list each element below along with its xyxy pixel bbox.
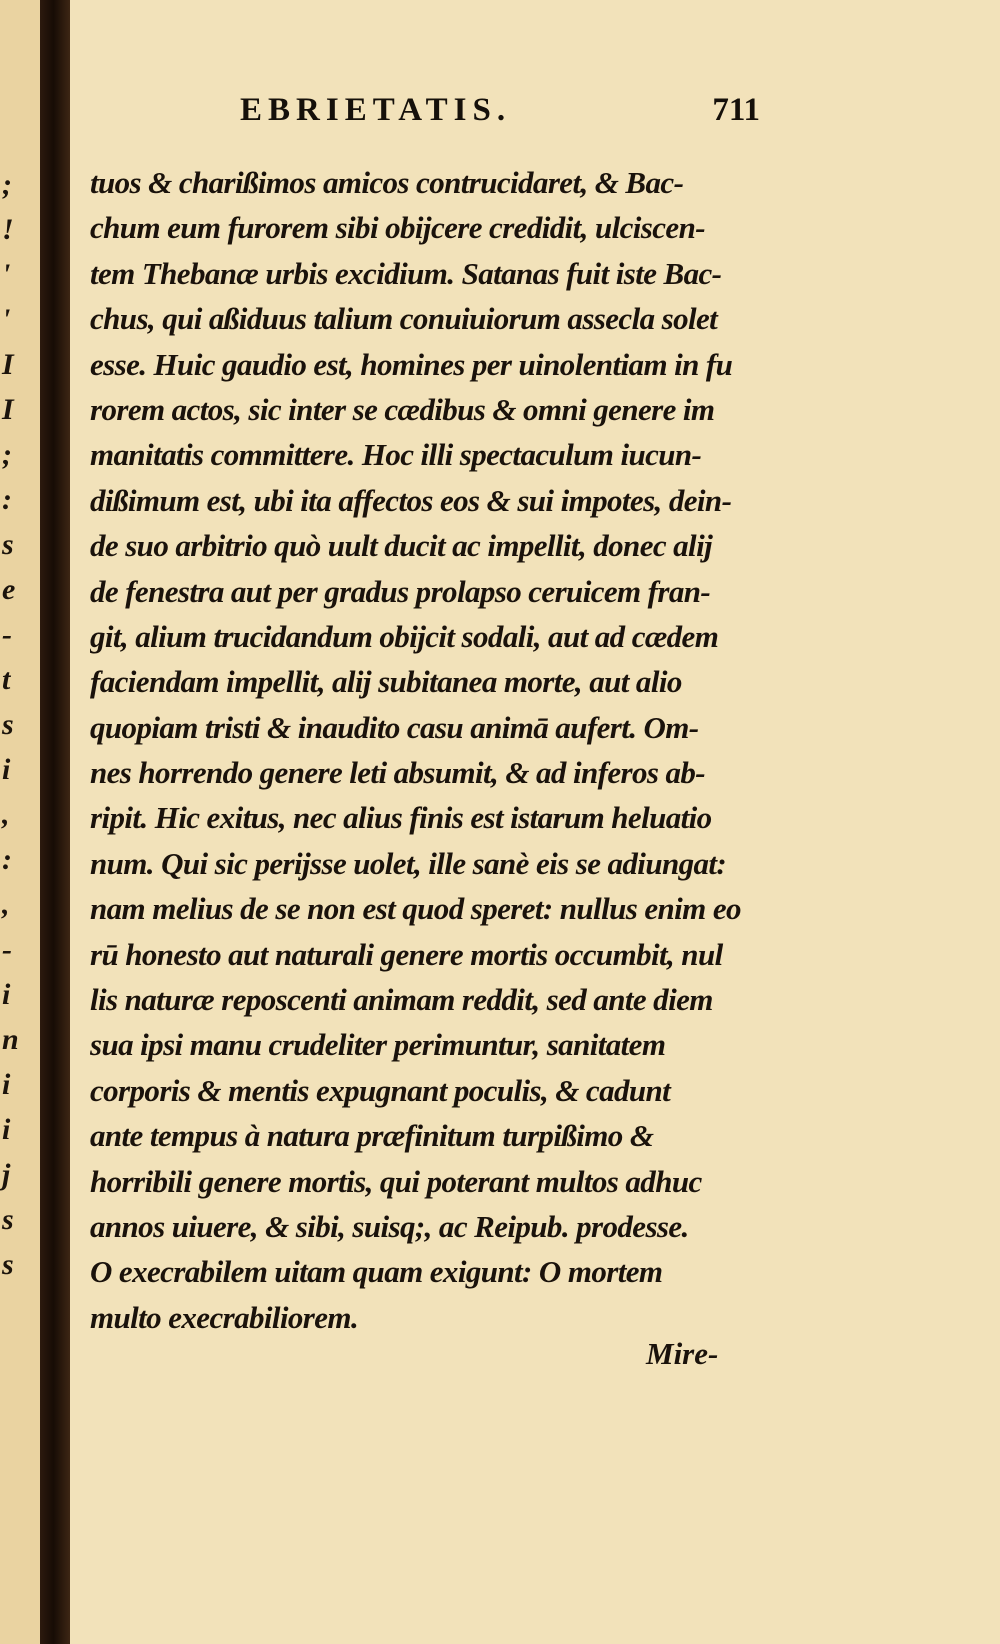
- left-page-edge: [0, 0, 40, 1644]
- text-line: ripit. Hic exitus, nec alius finis est istarum heluatio: [90, 800, 712, 836]
- left-fragment: :: [2, 483, 12, 516]
- left-fragment: I: [2, 393, 14, 426]
- left-fragment: s: [2, 528, 14, 561]
- left-fragment: ;: [2, 168, 12, 201]
- text-line: esse. Huic gaudio est, homines per uinolentiam in fu: [90, 346, 733, 382]
- text-line: rū honesto aut naturali genere mortis occumbit, nul: [90, 936, 723, 972]
- text-line: nam melius de se non est quod speret: nullus enim eo: [90, 891, 741, 927]
- left-fragment: s: [2, 708, 14, 741]
- left-fragment: s: [2, 1203, 14, 1236]
- catchword: Mire-: [646, 1336, 719, 1371]
- book-gutter: [40, 0, 70, 1644]
- text-line: horribili genere mortis, qui poterant multos adhuc: [90, 1163, 702, 1199]
- left-fragment: j: [2, 1158, 11, 1191]
- text-line: chum eum furorem sibi obijcere credidit, ulciscen-: [90, 210, 705, 246]
- text-line: rorem actos, sic inter se cædibus & omni genere im: [90, 391, 715, 427]
- text-line: lis naturæ reposcenti animam reddit, sed ante diem: [90, 982, 713, 1018]
- left-fragment: i: [2, 1068, 11, 1101]
- left-fragment: ': [2, 258, 11, 291]
- left-fragment: i: [2, 978, 11, 1011]
- body-text: [90, 160, 758, 1340]
- text-line: dißimum est, ubi ita affectos eos & sui impotes, dein-: [90, 482, 732, 518]
- text-line: manitatis committere. Hoc illi spectaculum iucun-: [90, 437, 702, 473]
- text-line: sua ipsi manu crudeliter perimuntur, sanitatem: [90, 1027, 666, 1063]
- left-fragment: !: [2, 213, 14, 246]
- left-fragment: -: [2, 618, 12, 651]
- left-fragment: ': [2, 303, 11, 336]
- text-line: tem Thebanæ urbis excidium. Satanas fuit iste Bac-: [90, 255, 722, 291]
- text-line: chus, qui aßiduus talium conuiuiorum assecla solet: [90, 301, 718, 337]
- text-line: annos uiuere, & sibi, suisq;, ac Reipub. prodesse.: [90, 1208, 689, 1244]
- left-fragment: s: [2, 1248, 14, 1281]
- left-fragment: I: [2, 348, 14, 381]
- running-title: EBRIETATIS.: [240, 92, 512, 128]
- left-fragment: ;: [2, 438, 12, 471]
- text-line: quopiam tristi & inaudito casu animā aufert. Om-: [90, 709, 699, 745]
- left-fragment: -: [2, 933, 12, 966]
- left-fragment: :: [2, 843, 12, 876]
- text-line: tuos & charißimos amicos contrucidaret, & Bac-: [90, 165, 684, 200]
- text-line: multo execrabiliorem.: [90, 1299, 359, 1335]
- text-line: nes horrendo genere leti absumit, & ad inferos ab-: [90, 755, 706, 791]
- text-line: de suo arbitrio quò uult ducit ac impellit, donec alij: [90, 528, 713, 564]
- left-fragment: i: [2, 753, 11, 786]
- left-fragment: ,: [2, 888, 10, 921]
- text-line: num. Qui sic perijsse uolet, ille sanè eis se adiungat:: [90, 845, 727, 881]
- page-number: 711: [712, 92, 760, 128]
- left-fragment: e: [2, 573, 16, 606]
- text-line: de fenestra aut per gradus prolapso ceruicem fran-: [90, 573, 711, 609]
- left-fragment: ,: [2, 798, 10, 831]
- page-header: [240, 92, 760, 144]
- left-fragment: t: [2, 663, 11, 696]
- left-page-text-fragments: [0, 0, 40, 1644]
- text-line: O execrabilem uitam quam exigunt: O mortem: [90, 1254, 663, 1290]
- left-fragment: i: [2, 1113, 11, 1146]
- text-line: ante tempus à natura præfinitum turpißimo &: [90, 1118, 654, 1154]
- text-line: git, alium trucidandum obijcit sodali, aut ad cædem: [90, 618, 719, 654]
- left-fragment: n: [2, 1023, 19, 1056]
- text-line: faciendam impellit, alij subitanea morte, aut alio: [90, 664, 682, 700]
- text-line: corporis & mentis expugnant poculis, & cadunt: [90, 1072, 671, 1108]
